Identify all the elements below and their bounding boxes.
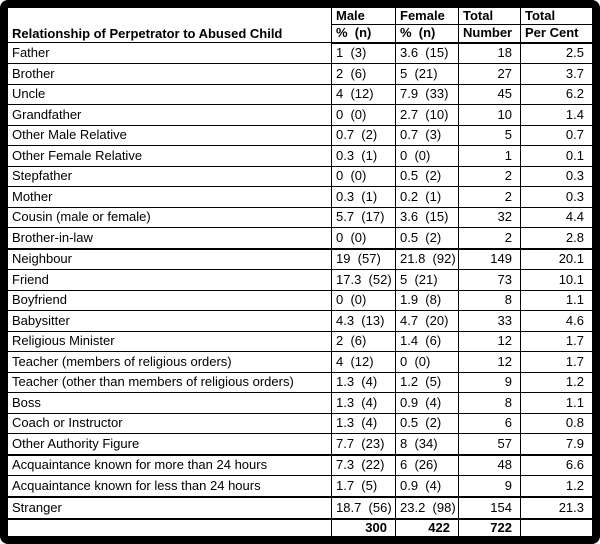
cell-female: 1.4 (6) [396,331,459,351]
cell-male: 4 (12) [332,84,396,104]
table-row [8,393,593,413]
table-row [8,372,593,392]
table-row [8,187,593,207]
cell-female: 7.9 (33) [396,84,459,104]
totals-female: 422 [396,519,459,537]
header-row-top [8,8,593,25]
cell-male: 0.3 (1) [332,187,396,207]
table-row [8,64,593,84]
cell-female: 1.9 (8) [396,290,459,310]
cell-male: 4.3 (13) [332,311,396,331]
cell-male: 1.3 (4) [332,393,396,413]
cell-percent: 1.1 [521,393,593,413]
cell-male: 0 (0) [332,105,396,125]
cell-female: 0.7 (3) [396,125,459,145]
cell-label: Friend [8,270,332,290]
table-row [8,434,593,455]
cell-number: 149 [459,249,521,270]
cell-label: Other Authority Figure [8,434,332,455]
cell-male: 17.3 (52) [332,270,396,290]
cell-number: 45 [459,84,521,104]
cell-percent: 4.6 [521,311,593,331]
cell-male: 1.7 (5) [332,476,396,497]
table-row [8,311,593,331]
cell-label: Neighbour [8,249,332,270]
cell-female: 0 (0) [396,352,459,372]
cell-male: 7.7 (23) [332,434,396,455]
cell-percent: 10.1 [521,270,593,290]
cell-label: Uncle [8,84,332,104]
perpetrator-relationship-table [7,7,593,537]
header-total-number-top: Total [459,8,521,25]
cell-female: 3.6 (15) [396,43,459,64]
cell-number: 2 [459,228,521,249]
table-row [8,249,593,270]
cell-female: 1.2 (5) [396,372,459,392]
header-female: Female [396,8,459,25]
cell-number: 57 [459,434,521,455]
cell-percent: 1.4 [521,105,593,125]
header-total-percent: Per Cent [521,25,593,43]
cell-label: Coach or Instructor [8,413,332,433]
cell-label: Brother-in-law [8,228,332,249]
cell-percent: 21.3 [521,497,593,519]
totals-label-cell [8,519,332,537]
table-row [8,352,593,372]
cell-percent: 3.7 [521,64,593,84]
cell-label: Grandfather [8,105,332,125]
totals-row [8,519,593,537]
cell-number: 154 [459,497,521,519]
cell-female: 23.2 (98) [396,497,459,519]
table-row [8,105,593,125]
cell-male: 2 (6) [332,64,396,84]
table-row [8,290,593,310]
cell-percent: 0.7 [521,125,593,145]
header-relationship-label: Relationship of Perpetrator to Abused Child [8,8,332,43]
cell-label: Brother [8,64,332,84]
cell-male: 19 (57) [332,249,396,270]
cell-number: 6 [459,413,521,433]
cell-male: 0.7 (2) [332,125,396,145]
cell-number: 1 [459,146,521,166]
table-row [8,228,593,249]
cell-female: 2.7 (10) [396,105,459,125]
cell-number: 33 [459,311,521,331]
cell-label: Boss [8,393,332,413]
cell-percent: 1.7 [521,331,593,351]
table-row [8,331,593,351]
cell-label: Acquaintance known for more than 24 hours [8,455,332,476]
cell-male: 1.3 (4) [332,372,396,392]
cell-male: 4 (12) [332,352,396,372]
cell-label: Boyfriend [8,290,332,310]
table-row [8,455,593,476]
header-total-number: Number [459,25,521,43]
totals-male: 300 [332,519,396,537]
cell-label: Stranger [8,497,332,519]
cell-label: Stepfather [8,166,332,186]
header-male: Male [332,8,396,25]
cell-male: 0 (0) [332,228,396,249]
cell-male: 7.3 (22) [332,455,396,476]
cell-percent: 20.1 [521,249,593,270]
cell-label: Mother [8,187,332,207]
cell-percent: 1.7 [521,352,593,372]
cell-female: 0 (0) [396,146,459,166]
cell-number: 48 [459,455,521,476]
cell-number: 2 [459,187,521,207]
cell-label: Teacher (members of religious orders) [8,352,332,372]
table-body [8,43,593,519]
cell-percent: 2.8 [521,228,593,249]
cell-male: 1.3 (4) [332,413,396,433]
cell-percent: 0.3 [521,166,593,186]
cell-label: Other Male Relative [8,125,332,145]
cell-female: 5 (21) [396,64,459,84]
cell-percent: 2.5 [521,43,593,64]
cell-number: 10 [459,105,521,125]
cell-number: 32 [459,207,521,227]
cell-number: 9 [459,372,521,392]
cell-percent: 0.8 [521,413,593,433]
cell-female: 3.6 (15) [396,207,459,227]
table-row [8,207,593,227]
table-row [8,413,593,433]
cell-number: 27 [459,64,521,84]
cell-female: 0.9 (4) [396,393,459,413]
cell-female: 0.5 (2) [396,413,459,433]
cell-percent: 4.4 [521,207,593,227]
table-row [8,125,593,145]
cell-percent: 1.2 [521,372,593,392]
cell-female: 8 (34) [396,434,459,455]
cell-percent: 0.1 [521,146,593,166]
cell-male: 0 (0) [332,166,396,186]
cell-female: 0.9 (4) [396,476,459,497]
cell-label: Acquaintance known for less than 24 hours [8,476,332,497]
cell-number: 9 [459,476,521,497]
cell-percent: 1.1 [521,290,593,310]
table-row [8,270,593,290]
cell-male: 0.3 (1) [332,146,396,166]
cell-label: Father [8,43,332,64]
cell-percent: 7.9 [521,434,593,455]
cell-label: Cousin (male or female) [8,207,332,227]
cell-percent: 6.2 [521,84,593,104]
table-row [8,166,593,186]
cell-male: 2 (6) [332,331,396,351]
cell-number: 8 [459,290,521,310]
cell-number: 2 [459,166,521,186]
cell-label: Religious Minister [8,331,332,351]
cell-number: 18 [459,43,521,64]
cell-number: 5 [459,125,521,145]
table-row [8,146,593,166]
header-male-unit: % (n) [332,25,396,43]
cell-female: 21.8 (92) [396,249,459,270]
cell-percent: 6.6 [521,455,593,476]
cell-label: Teacher (other than members of religious orders) [8,372,332,392]
table-row [8,43,593,64]
cell-female: 5 (21) [396,270,459,290]
totals-number: 722 [459,519,521,537]
totals-percent-cell [521,519,593,537]
cell-number: 12 [459,352,521,372]
cell-male: 1 (3) [332,43,396,64]
cell-female: 6 (26) [396,455,459,476]
table-row [8,84,593,104]
cell-male: 18.7 (56) [332,497,396,519]
cell-number: 12 [459,331,521,351]
cell-female: 0.5 (2) [396,228,459,249]
cell-male: 0 (0) [332,290,396,310]
cell-percent: 0.3 [521,187,593,207]
cell-label: Babysitter [8,311,332,331]
header-total-percent-top: Total [521,8,593,25]
cell-percent: 1.2 [521,476,593,497]
cell-male: 5.7 (17) [332,207,396,227]
table-row [8,476,593,497]
cell-number: 73 [459,270,521,290]
header-female-unit: % (n) [396,25,459,43]
cell-number: 8 [459,393,521,413]
cell-female: 0.5 (2) [396,166,459,186]
cell-label: Other Female Relative [8,146,332,166]
cell-female: 4.7 (20) [396,311,459,331]
cell-female: 0.2 (1) [396,187,459,207]
table-row [8,497,593,519]
